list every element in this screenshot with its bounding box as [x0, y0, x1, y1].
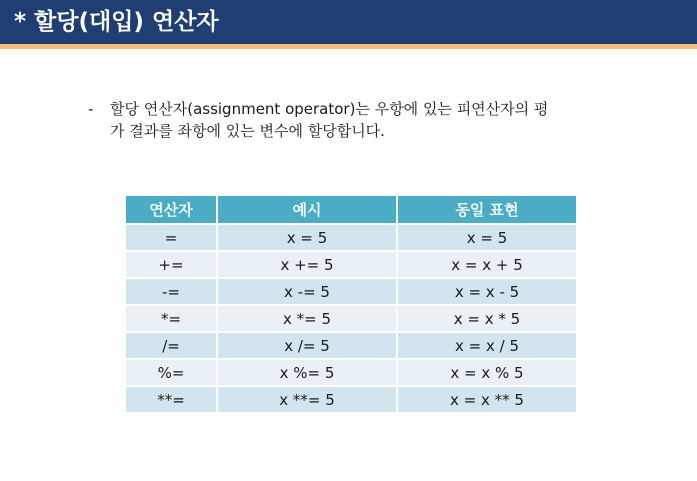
equivalent-cell: x = 5 — [397, 224, 577, 251]
table-row — [125, 359, 577, 386]
operator-cell: -= — [125, 278, 217, 305]
equivalent-cell: x = x * 5 — [397, 305, 577, 332]
operator-cell: += — [125, 251, 217, 278]
operator-cell: *= — [125, 305, 217, 332]
header-operator: 연산자 — [125, 195, 217, 224]
table-row — [125, 278, 577, 305]
example-cell: x = 5 — [217, 224, 397, 251]
example-cell: x %= 5 — [217, 359, 397, 386]
bullet-line-2: 가 결과를 좌항에 있는 변수에 할당합니다. — [110, 122, 385, 140]
table-row — [125, 305, 577, 332]
equivalent-cell: x = x - 5 — [397, 278, 577, 305]
table-row — [125, 251, 577, 278]
operator-cell: %= — [125, 359, 217, 386]
equivalent-cell: x = x / 5 — [397, 332, 577, 359]
equivalent-cell: x = x % 5 — [397, 359, 577, 386]
bullet-marker: - — [88, 100, 94, 118]
example-cell: x -= 5 — [217, 278, 397, 305]
bullet-line-1: 할당 연산자(assignment operator)는 우항에 있는 피연산자의 평 — [110, 100, 549, 118]
table-row — [125, 224, 577, 251]
header-equivalent: 동일 표현 — [397, 195, 577, 224]
table-row — [125, 332, 577, 359]
title-bar — [0, 0, 697, 44]
table-row — [125, 386, 577, 413]
example-cell: x += 5 — [217, 251, 397, 278]
header-example: 예시 — [217, 195, 397, 224]
operator-cell: **= — [125, 386, 217, 413]
operator-cell: = — [125, 224, 217, 251]
page-title: * 할당(대입) 연산자 — [14, 9, 219, 35]
equivalent-cell: x = x ** 5 — [397, 386, 577, 413]
equivalent-cell: x = x + 5 — [397, 251, 577, 278]
operator-cell: /= — [125, 332, 217, 359]
example-cell: x *= 5 — [217, 305, 397, 332]
title-accent-line — [0, 44, 697, 49]
bullet-text — [110, 98, 640, 142]
example-cell: x /= 5 — [217, 332, 397, 359]
operator-table — [124, 194, 578, 414]
table-header-row — [125, 195, 577, 224]
example-cell: x **= 5 — [217, 386, 397, 413]
